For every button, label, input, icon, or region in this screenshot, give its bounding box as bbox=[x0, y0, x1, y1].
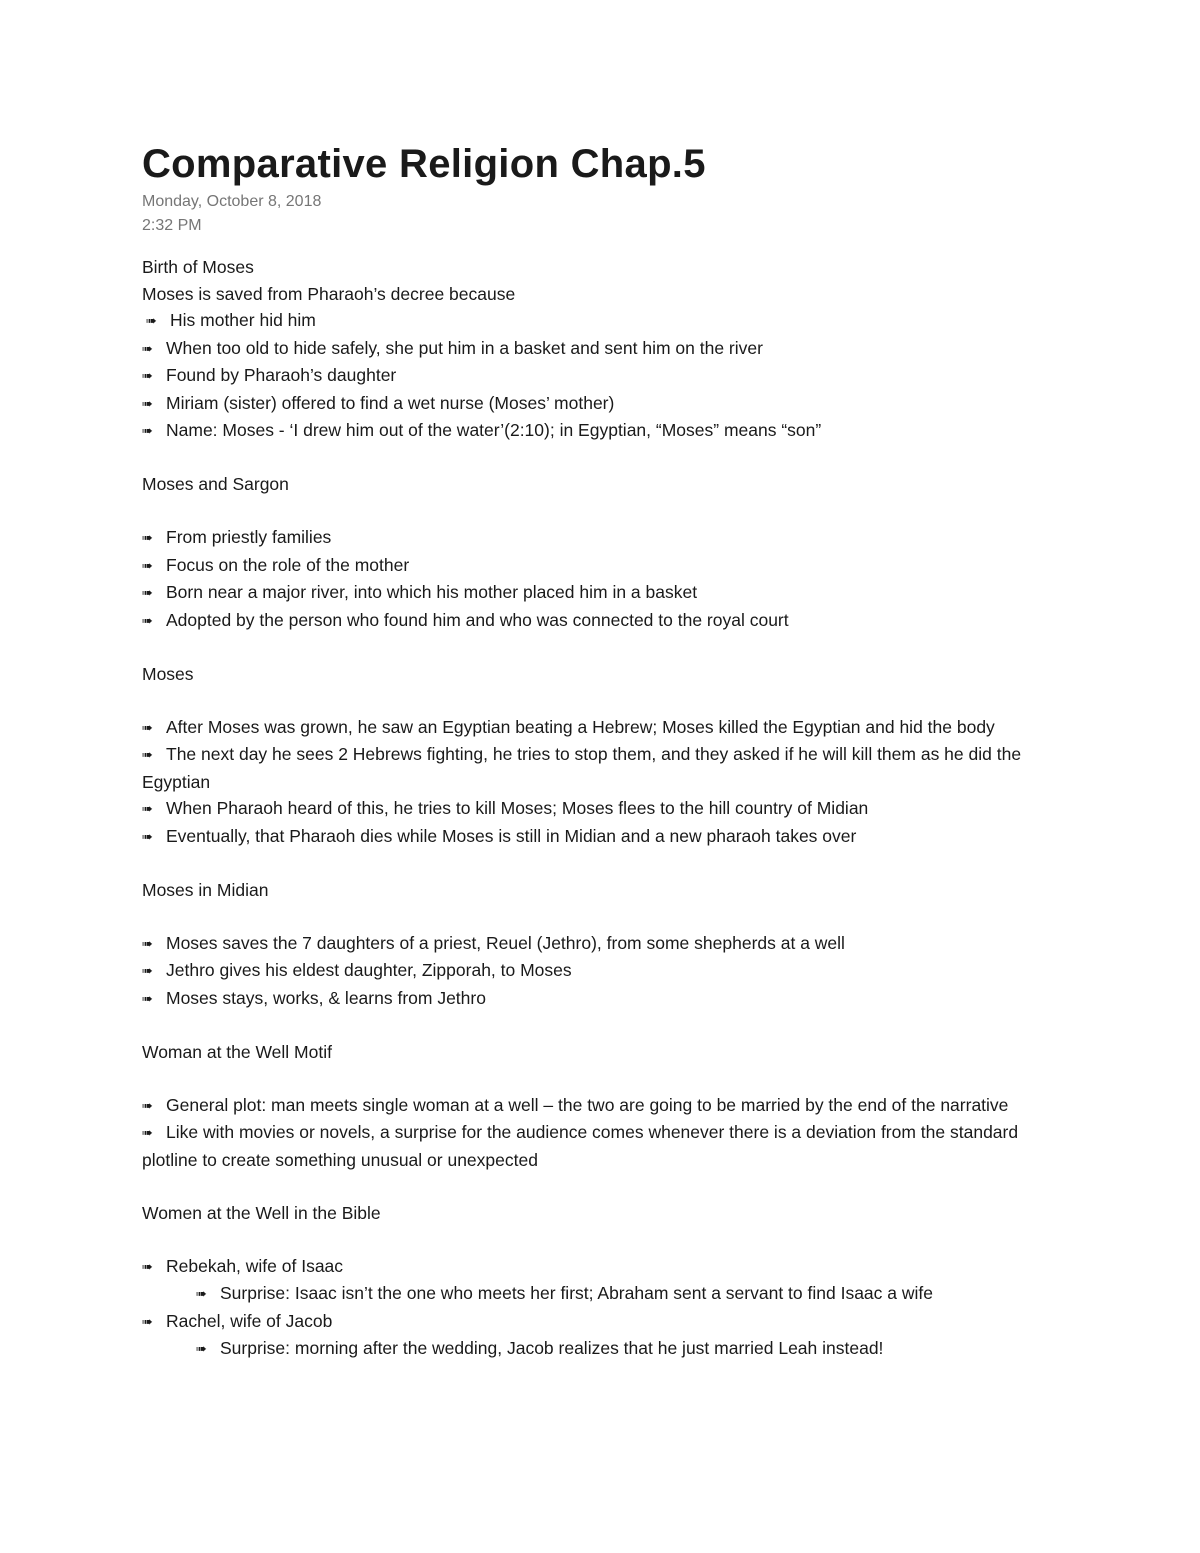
note-date: Monday, October 8, 2018 bbox=[142, 193, 322, 210]
list-item-text: After Moses was grown, he saw an Egyptian beating a Hebrew; Moses killed the Egyptian and hid the body bbox=[166, 716, 995, 737]
list-item-text: Miriam (sister) offered to find a wet nurse (Moses’ mother) bbox=[166, 392, 615, 413]
list-item bbox=[142, 1253, 1062, 1281]
bullet-icon: ➠ bbox=[142, 719, 153, 735]
bullet-icon: ➠ bbox=[142, 801, 153, 816]
section-heading: Moses in Midian bbox=[142, 879, 269, 900]
bullet-icon: ➠ bbox=[142, 530, 153, 545]
bullet-icon: ➠ bbox=[142, 1258, 153, 1274]
bullet-icon: ➠ bbox=[142, 828, 153, 844]
bullet-icon: ➠ bbox=[142, 557, 153, 573]
list-item-text: Born near a major river, into which his mother placed him in a basket bbox=[166, 582, 698, 602]
list-item-nested bbox=[142, 1280, 1062, 1308]
list-item bbox=[142, 552, 1062, 580]
list-item-text: Name: Moses - ‘I drew him out of the water’(2:10); in Egyptian, “Moses” means “son” bbox=[166, 420, 822, 440]
section-heading: Birth of Moses bbox=[142, 257, 254, 277]
section-heading: Moses bbox=[142, 663, 194, 684]
list-item bbox=[142, 362, 1062, 390]
list-item bbox=[142, 335, 1062, 363]
list-item bbox=[142, 417, 1062, 445]
note-body bbox=[142, 254, 1062, 1363]
list-item-text: Eventually, that Pharaoh dies while Moses is still in Midian and a new pharaoh takes over bbox=[166, 825, 857, 846]
bullet-icon: ➠ bbox=[142, 368, 153, 383]
note-page bbox=[142, 138, 1062, 1363]
list-item-text: Jethro gives his eldest daughter, Zipporah, to Moses bbox=[166, 960, 572, 980]
list-item-text: Found by Pharaoh’s daughter bbox=[166, 365, 397, 385]
list-item bbox=[142, 930, 1062, 958]
list-item-text: His mother hid him bbox=[170, 310, 316, 330]
section-heading: Woman at the Well Motif bbox=[142, 1041, 332, 1062]
list-item-text: The next day he sees 2 Hebrews fighting, he tries to stop them, and they asked if he will kill them as he did the Egyptian bbox=[142, 744, 1022, 792]
list-item bbox=[142, 957, 1062, 985]
bullet-icon: ➠ bbox=[196, 1341, 207, 1356]
list-item-text: When Pharaoh heard of this, he tries to kill Moses; Moses flees to the hill country of Midian bbox=[166, 798, 869, 818]
list-item bbox=[142, 985, 1062, 1013]
list-item-text: When too old to hide safely, she put him in a basket and sent him on the river bbox=[166, 337, 763, 358]
section-intro: Moses is saved from Pharaoh’s decree because bbox=[142, 283, 516, 304]
list-item-nested bbox=[142, 1335, 1062, 1363]
section-heading: Moses and Sargon bbox=[142, 474, 289, 494]
list-item bbox=[142, 607, 1062, 635]
list-item-text: Like with movies or novels, a surprise for the audience comes whenever there is a deviation from the standard plotline to create something unusual or unexpected bbox=[142, 1122, 1019, 1170]
bullet-icon: ➠ bbox=[142, 340, 153, 356]
list-item bbox=[142, 579, 1062, 607]
list-item bbox=[142, 307, 1062, 335]
bullet-icon: ➠ bbox=[196, 1286, 207, 1301]
section-heading: Women at the Well in the Bible bbox=[142, 1202, 381, 1223]
list-item bbox=[142, 1119, 1062, 1173]
page-title: Comparative Religion Chap.5 bbox=[142, 142, 706, 186]
bullet-icon: ➠ bbox=[142, 935, 153, 951]
list-item bbox=[142, 714, 1062, 742]
bullet-icon: ➠ bbox=[142, 395, 153, 411]
bullet-icon: ➠ bbox=[142, 990, 153, 1006]
bullet-icon: ➠ bbox=[142, 612, 153, 628]
list-item-text: Surprise: morning after the wedding, Jacob realizes that he just married Leah instead! bbox=[220, 1338, 884, 1358]
list-item-text: Focus on the role of the mother bbox=[166, 554, 410, 575]
list-item-text: Rachel, wife of Jacob bbox=[166, 1310, 333, 1331]
list-item-text: General plot: man meets single woman at a well – the two are going to be married by the end of the narrative bbox=[166, 1094, 1009, 1115]
note-time: 2:32 PM bbox=[142, 217, 202, 234]
list-item bbox=[142, 741, 1062, 795]
list-item bbox=[142, 1308, 1062, 1336]
bullet-icon: ➠ bbox=[142, 1313, 153, 1329]
bullet-icon: ➠ bbox=[142, 747, 153, 762]
list-item bbox=[142, 1092, 1062, 1120]
list-item bbox=[142, 524, 1062, 552]
bullet-icon: ➠ bbox=[142, 963, 153, 978]
list-item bbox=[142, 390, 1062, 418]
list-item bbox=[142, 823, 1062, 851]
bullet-icon: ➠ bbox=[142, 1097, 153, 1113]
list-item-text: Surprise: Isaac isn’t the one who meets her first; Abraham sent a servant to find Isaac a wife bbox=[220, 1283, 933, 1303]
bullet-icon: ➠ bbox=[142, 585, 153, 600]
list-item-text: Moses saves the 7 daughters of a priest, Reuel (Jethro), from some shepherds at a well bbox=[166, 932, 845, 953]
bullet-icon: ➠ bbox=[146, 313, 157, 328]
bullet-icon: ➠ bbox=[142, 423, 153, 438]
list-item bbox=[142, 795, 1062, 823]
list-item-text: Rebekah, wife of Isaac bbox=[166, 1255, 344, 1276]
list-item-text: From priestly families bbox=[166, 527, 332, 547]
bullet-icon: ➠ bbox=[142, 1125, 153, 1140]
list-item-text: Adopted by the person who found him and who was connected to the royal court bbox=[166, 609, 789, 630]
list-item-text: Moses stays, works, & learns from Jethro bbox=[166, 987, 486, 1008]
